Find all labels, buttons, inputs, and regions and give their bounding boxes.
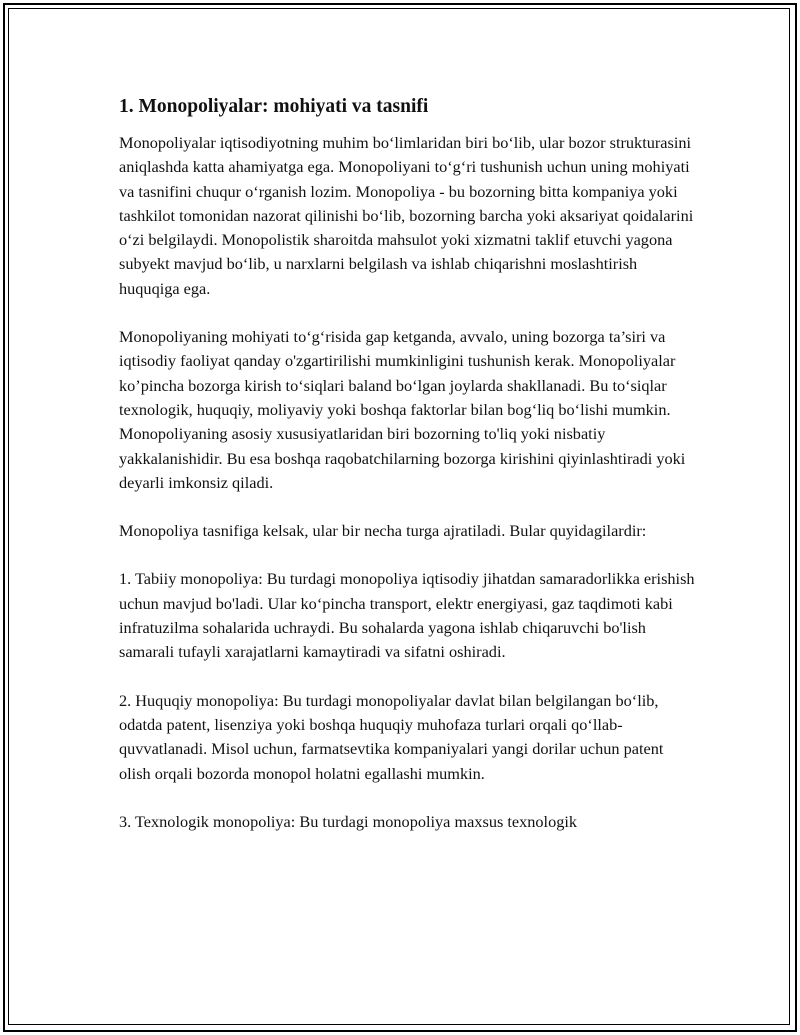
document-body (119, 93, 699, 858)
paragraph-legal-monopoly: 2. Huquqiy monopoliya: Bu turdagi monopoliyalar davlat bilan belgilangan bo‘lib, odatda patent, lisenziya yoki boshqa huquqiy muhofaza turlari orqali qo‘llab-quvvatlanadi. Misol uchun, farmatsevtika kompaniyalari yangi dorilar uchun patent olish orqali bozorda monopol holatni egallashi mumkin. (119, 690, 664, 783)
paragraph-intro: Monopoliyalar iqtisodiyotning muhim bo‘limlaridan biri bo‘lib, ular bozor strukturasini aniqlashda katta ahamiyatga ega. Monopoliyani to‘g‘ri tushunish uchun uning mohiyati va tasnifini chuqur o‘rganish lozim. Monopoliya - bu bozorning bitta kompaniya yoki tashkilot tomonidan nazorat qilinishi bo‘lib, bozorning barcha yoki aksariyat qoidalarini o‘zi belgilaydi. Monopolistik sharoitda mahsulot yoki xizmatni taklif etuvchi yagona subyekt mavjud bo‘lib, u narxlarni belgilash va ishlab chiqarishni moslashtirish huquqiga ega. (119, 133, 694, 298)
paragraph-classification: Monopoliya tasnifiga kelsak, ular bir necha turga ajratiladi. Bular quyidagilardir: (119, 521, 647, 541)
document-title: 1. Monopoliyalar: mohiyati va tasnifi (119, 96, 429, 117)
paragraph-technological-monopoly: 3. Texnologik monopoliya: Bu turdagi monopoliya maxsus texnologik (119, 811, 578, 831)
paragraph-essence: Monopoliyaning mohiyati to‘g‘risida gap ketganda, avvalo, uning bozorga ta’siri va iqtisodiy faoliyat qanday o'zgartirilishi mumkinligini tushunish kerak. Monopoliyalar ko’pincha bozorga kirish to‘siqlari baland bo‘lgan joylarda shakllanadi. Bu to‘siqlar texnologik, huquqiy, moliyaviy yoki boshqa faktorlar bilan bog‘liq bo‘lishi mumkin. Monopoliyaning asosiy xususiyatlaridan biri bozorning to'liq yoki nisbatiy yakkalanishidir. Bu esa boshqa raqobatchilarning bozorga kirishini qiyinlashtiradi yoki deyarli imkonsiz qiladi. (119, 327, 686, 492)
paragraph-natural-monopoly: 1. Tabiiy monopoliya: Bu turdagi monopoliya iqtisodiy jihatdan samaradorlikka erishish uchun mavjud bo'ladi. Ular ko‘pincha transport, elektr energiyasi, gaz taqdimoti kabi infratuzilma sohalarida uchraydi. Bu sohalarda yagona ishlab chiqaruvchi bo'lish samarali tufayli xarajatlarni kamaytiradi va sifatni oshiradi. (119, 569, 695, 662)
